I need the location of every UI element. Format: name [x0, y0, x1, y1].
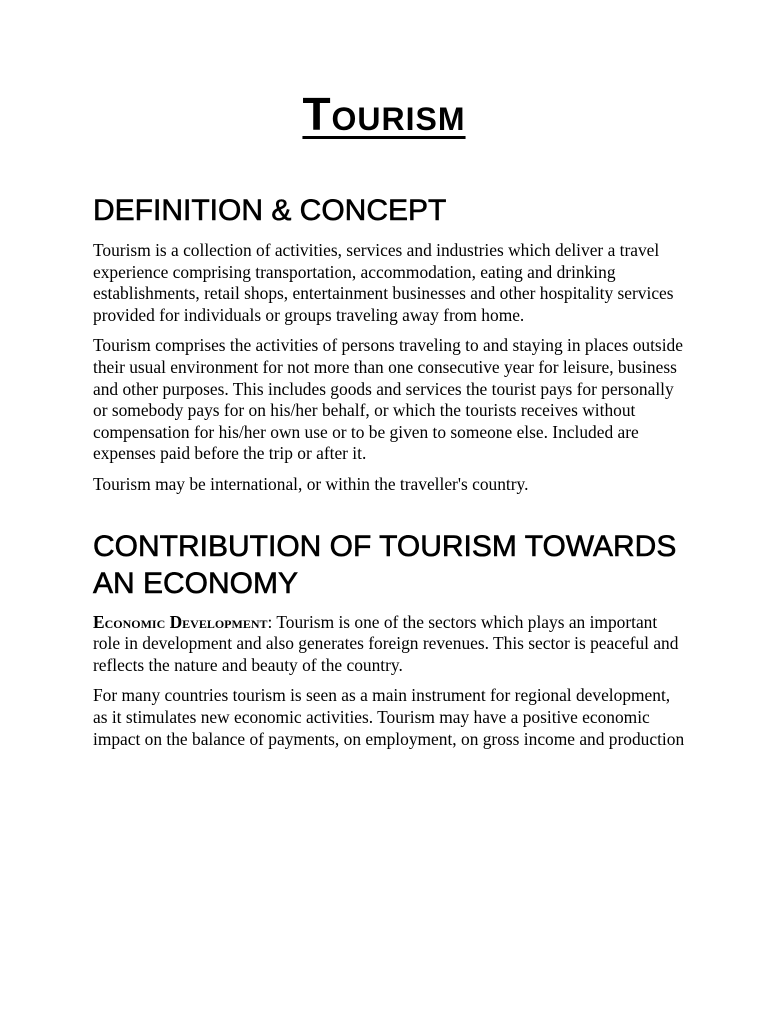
paragraph: Tourism may be international, or within the traveller's country.: [93, 473, 529, 494]
paragraph: Tourism comprises the activities of persons traveling to and staying in places outside their usual environment for not more than one consecutive year for leisure, business and other purposes. This includes goods and services the tourist pays for personally or somebody pays for on his/her behalf, or which the tourists receives without compensation for his/her own use or to be given to someone else. Included are expenses paid before the trip or after it.: [93, 335, 683, 464]
paragraph: For many countries tourism is seen as a main instrument for regional development, as it stimulates new economic activities. Tourism may have a positive economic impact on the balance of payments, on employment, on gross income and production: [93, 685, 685, 749]
section-heading: DEFINITION & CONCEPT: [93, 194, 447, 227]
paragraph-economic-development: [93, 612, 688, 677]
section-heading: CONTRIBUTION OF TOURISM TOWARDS AN ECONOMY: [93, 529, 677, 600]
lead-term: Economic Development: [93, 611, 268, 632]
page-title: [0, 88, 768, 140]
paragraph: Tourism is a collection of activities, services and industries which deliver a travel experience comprising transportation, accommodation, eating and drinking establishments, retail shops, entertainment businesses and other hospitality services provided for individuals or groups traveling away from home.: [93, 240, 674, 325]
document-body: [93, 192, 688, 759]
lead-text: : Tourism is one of the sectors which plays an important role in development and also generates foreign revenues. This sector is peaceful and reflects the nature and beauty of the country.: [93, 611, 679, 675]
section-contribution: [93, 528, 688, 751]
section-definition: [93, 192, 688, 496]
page-title-text: Tourism: [302, 88, 466, 140]
